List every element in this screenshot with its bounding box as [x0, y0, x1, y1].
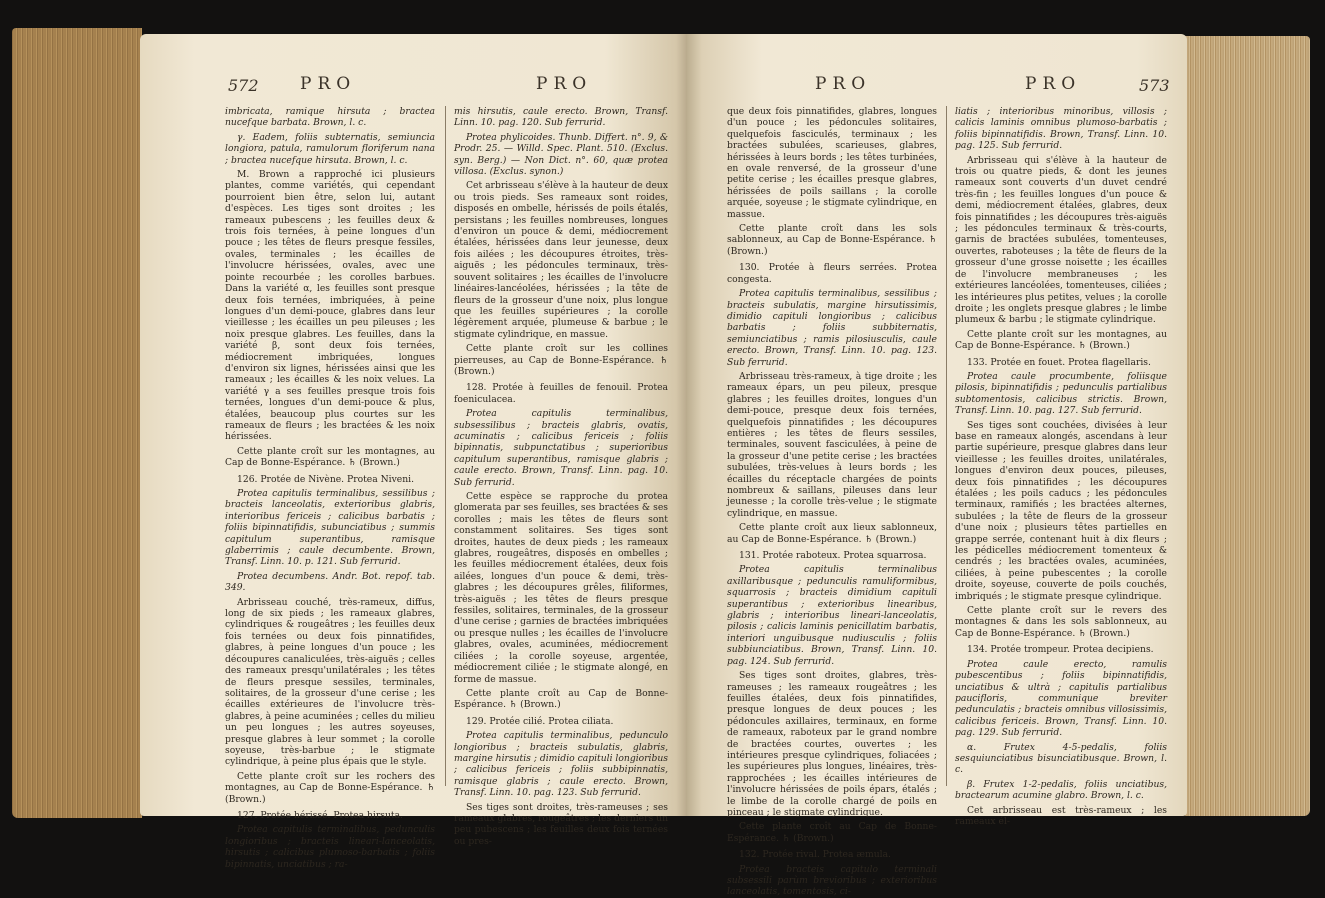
- paragraph: Protea capitulis terminalibus, subsessilibus ; bracteis glabris, ovatis, acuminatis ; calicibus fericeis ; foliis bipinnatis, subpunctatibus ; superioribus capitulum superantibus, ramisque glabris ; caule erecto. Brown, Transf. Linn. pag. 10. Sub ferrurid.: [454, 408, 668, 488]
- species-heading: 133. Protée en fouet. Protea flagellaris.: [967, 356, 1151, 368]
- paragraph: Ses tiges sont droites, glabres, très-rameuses ; les rameaux rougeâtres ; les feuilles étalées, deux fois pinnatifides, presque longues de deux pouces ; les pédoncules axillaires, terminaux, en forme de rameaux, raboteux par le grand nombre de bractées courtes, ouvertes ; les intérieures presque cylindriques, foliacées ; les supérieures plus longues, linéaires, très-rapprochées ; les écailles intérieures de l'involucre hérissées de poils épars, étalés ; le limbe de la corolle chargé de poils en pinceau ; le stigmate cylindrique.: [727, 670, 937, 818]
- species-heading: 129. Protée cilié. Protea ciliata.: [466, 715, 614, 727]
- left-page-number: 572: [228, 76, 259, 95]
- paragraph: Cette plante croît aux lieux sablonneux, au Cap de Bonne-Espérance. ♄ (Brown.): [727, 522, 937, 545]
- paragraph: Cette plante croît sur les montagnes, au Cap de Bonne-Espérance. ♄ (Brown.): [225, 445, 435, 469]
- paragraph: Protea bracteis capitulo terminali subsessili parùm brevioribus ; exterioribus lanceolatis, tomentosis, ci-: [727, 863, 937, 898]
- paragraph: γ. Eadem, foliis subternatis, semiuncia longiora, patula, ramulorum floriferum nana ; bractea nucefque hirsuta. Brown, l. c.: [225, 131, 435, 166]
- paragraph: Cette plante croît au Cap de Bonne-Espérance. ♄ (Brown.): [454, 687, 668, 711]
- paragraph: Cette plante croît dans les sols sablonneux, au Cap de Bonne-Espérance. ♄ (Brown.): [727, 223, 937, 257]
- paragraph: Protea capitulis terminalibus, pedunculis longioribus ; bracteis lineari-lanceolatis, hirsutis ; calicibus plumoso-barbatis ; foliis bipinnatis, unciatibus ; ra-: [225, 824, 435, 870]
- page-edges-left: [12, 28, 142, 818]
- page-edges-right: [1185, 36, 1310, 816]
- left-page: [140, 34, 687, 870]
- paragraph: Cette plante croît sur les collines pierreuses, au Cap de Bonne-Espérance. ♄ (Brown.): [454, 343, 668, 377]
- left-running-head-1: PRO: [300, 74, 357, 94]
- paragraph: Protea phylicoides. Thunb. Differt. n°. 9, & Prodr. 25. — Willd. Spec. Plant. 510. (Exclus. syn. Berg.) — Non Dict. n°. 60, quæ protea villosa. (Exclus. synon.): [454, 131, 668, 178]
- species-heading: 127. Protée hérissé. Protea hirsuta.: [237, 809, 403, 821]
- paragraph: Ses tiges sont couchées, divisées à leur base en rameaux alongés, ascendans à leur partie supérieure, presque glabres dans leur vieillesse ; les feuilles droites, unilatérales, longues d'environ deux pouces, pileuses, deux fois pinnatifides ; les découpures étalées ; les poils caducs ; les pédoncules terminaux, ramifiés ; les bractées alternes, subulées ; la tête de fleurs de la grosseur d'une noix ; plusieurs têtes partielles en grappe serrée, contenant huit à dix fleurs ; les pédicelles médiocrement tomenteux & cendrés ; les bractées ovales, acuminées, ciliées, à peine pubescentes ; la corolle droite, soyeuse, couverte de poils couchés, imbriqués ; le stigmate presque cylindrique.: [955, 419, 1167, 602]
- paragraph: imbricata, ramique hirsuta ; bractea nucefque barbata. Brown, l. c.: [225, 106, 435, 129]
- right-running-head-2: PRO: [1025, 74, 1082, 94]
- species-heading: 130. Protée à fleurs serrées. Protea congesta.: [727, 262, 937, 285]
- paragraph: M. Brown a rapproché ici plusieurs plantes, comme variétés, qui cependant pourroient bien être, selon lui, autant d'espèces. Les tiges sont droites ; les rameaux pubescens ; les feuilles deux & trois fois ternées, à peine longues d'un pouce ; les têtes de fleurs presque fessiles, ovales, terminales ; les écailles de l'involucre hérissées, ovales, avec une pointe recourbée ; les corolles barbues. Dans la variété α, les feuilles sont presque deux fois ternées, imbriquées, à peine longues d'un demi-pouce, glabres dans leur vieillesse ; les écailles un peu pileuses ; les noix presque glabres. Les feuilles, dans la variété β, sont deux fois ternées, médiocrement imbriquées, longues d'environ six lignes, hérissées ainsi que les rameaux ; les écailles & les noix velues. La variété γ a ses feuilles presque trois fois ternées, longues d'un demi-pouce & plus, étalées, beaucoup plus courtes sur les rameaux de fleurs ; les bractées & les noix hérissées.: [225, 169, 435, 443]
- species-heading: 126. Protée de Nivène. Protea Niveni.: [237, 473, 415, 485]
- paragraph: Cette plante croît sur le revers des montagnes & dans les sols sablonneux, au Cap de Bonne-Espérance. ♄ (Brown.): [955, 605, 1167, 639]
- paragraph: Protea capitulis terminalibus, pedunculo longioribus ; bracteis subulatis, glabris, margine hirsutis ; dimidio capituli longioribus ; calicibus fericeis ; foliis subbipinnatis, ramisque glabris ; caule erecto. Brown, Transf. Linn. 10. pag. 123. Sub ferrurid.: [454, 730, 669, 799]
- paragraph: mis hirsutis, caule erecto. Brown, Transf. Linn. 10. pag. 120. Sub ferrurid.: [454, 106, 668, 129]
- paragraph: Protea capitulis terminalibus, sessilibus ; bracteis lanceolatis, exterioribus glabris, interioribus fericeis ; calicibus barbatis ; foliis bipinnatifidis, subunciatibus ; summis capitulum superantibus, ramisque glaberrimis ; caule decumbente. Brown, Transf. Linn. 10. p. 121. Sub ferrurid.: [225, 488, 435, 568]
- paragraph: α. Frutex 4-5-pedalis, foliis sesquiunciatibus bisunciatibusque. Brown, l. c.: [955, 741, 1167, 776]
- paragraph: Arbrisseau couché, très-rameux, diffus, long de six pieds ; les rameaux glabres, cylindriques & rougeâtres ; les feuilles deux fois ternées ou deux fois pinnatifides, glabres, à peine longues d'un pouce ; les découpures canaliculées, très-aiguës ; celles des rameaux presqu'unilatérales ; les têtes de fleurs presque sessiles, terminales, solitaires, de la grosseur d'une cerise ; les écailles extérieures de l'involucre très-glabres, à peine acuminées ; celles du milieu un peu longues ; les autres soyeuses, presque glabres à leur sommet ; la corolle soyeuse, très-barbue ; le stigmate cylindrique, à peine plus épais que le style.: [225, 596, 435, 768]
- paragraph: que deux fois pinnatifides, glabres, longues d'un pouce ; les pédoncules solitaires, quelquefois fasciculés, terminaux ; les bractées subulées, scarieuses, glabres, hérissées à leurs bords ; les têtes turbinées, en ovale renversé, de la grosseur d'une petite cerise ; les écailles presque glabres, hérissées de poils saillans ; la corolle arquée, soyeuse ; le stigmate cylindrique, en massue.: [727, 106, 937, 220]
- paragraph: Cette plante croît sur les montagnes, au Cap de Bonne-Espérance. ♄ (Brown.): [955, 328, 1167, 352]
- paragraph: Protea capitulis terminalibus, sessilibus ; bracteis subulatis, margine hirsutissimis, dimidio capituli longioribus ; calicibus barbatis ; foliis subbiternatis, semiunciatibus ; ramis pilosiusculis, caule erecto. Brown, Transf. Linn. 10. pag. 123. Sub ferrurid.: [727, 288, 937, 368]
- column-rule: [445, 106, 446, 786]
- paragraph: Cet arbrisseau est très-rameux ; les rameaux él-: [955, 804, 1167, 827]
- right-column-1: [727, 106, 937, 898]
- paragraph: Cette espèce se rapproche du protea glomerata par ses feuilles, ses bractées & ses corolles ; mais les têtes de fleurs sont constamment solitaires. Ses tiges sont droites, hautes de deux pieds ; les rameaux glabres, rougeâtres, disposés en ombelles ; les feuilles médiocrement étalées, deux fois ailées, longues d'un pouce & demi, très-glabres ; les découpures grêles, filiformes, très-aiguës ; les têtes de fleurs presque fessiles, solitaires, terminales, de la grosseur d'une cerise ; garnies de bractées imbriquées ou presque nulles ; les écailles de l'involucre glabres, ovales, acuminées, médiocrement ciliées ; la corolle soyeuse, argentée, médiocrement ciliée ; le stigmate alongé, en forme de massue.: [454, 491, 668, 685]
- left-column-2: [454, 106, 669, 847]
- paragraph: Protea caule erecto, ramulis pubescentibus ; foliis bipinnatifidis, unciatibus & ultrà ; capitulis partialibus paucifloris, communique breviter pedunculatis ; bracteis omnibus villosissimis, calicibus fericeis. Brown, Transf. Linn. 10. pag. 129. Sub ferrurid.: [955, 658, 1167, 739]
- species-heading: 134. Protée trompeur. Protea decipiens.: [967, 644, 1154, 656]
- right-running-head-1: PRO: [815, 74, 872, 94]
- paragraph: Arbrisseau qui s'élève à la hauteur de trois ou quatre pieds, & dont les jeunes rameaux sont couverts d'un duvet cendré très-fin ; les feuilles longues d'un pouce & demi, médiocrement étalées, glabres, deux fois pinnatifides ; les découpures très-aiguës ; les pédoncules terminaux & très-courts, garnis de bractées subulées, tomenteuses, ouvertes, raboteuses ; la tête de fleurs de la grosseur d'une grosse noisette ; les écailles de l'involucre membraneuses ; les extérieures lancéolées, tomenteuses, ciliées ; les intérieures plus petites, velues ; la corolle droite ; les onglets presque glabres ; le limbe plumeux & barbu ; le stigmate cylindrique.: [955, 154, 1167, 326]
- species-heading: 131. Protée raboteux. Protea squarrosa.: [739, 550, 927, 562]
- paragraph: Protea decumbens. Andr. Bot. repof. tab. 349.: [225, 570, 435, 594]
- paragraph: Cette plante croît au Cap de Bonne-Espérance. ♄ (Brown.): [727, 821, 937, 844]
- paragraph: β. Frutex 1-2-pedalis, foliis unciatibus, bractearum acumine glabro. Brown, l. c.: [955, 778, 1167, 802]
- left-running-head-2: PRO: [536, 74, 593, 94]
- right-page-number: 573: [1139, 76, 1170, 95]
- species-heading: 128. Protée à feuilles de fenouil. Protea foeniculacea.: [454, 382, 668, 405]
- species-heading: 132. Protée rival. Protea æmula.: [739, 849, 891, 861]
- paragraph: Arbrisseau très-rameux, à tige droite ; les rameaux épars, un peu pileux, presque glabres ; les feuilles droites, longues d'un demi-pouce, presque deux fois ternées, quelquefois pinnatifides ; les découpures entières ; les têtes de fleurs sessiles, terminales, souvent fasciculées, à peine de la grosseur d'une petite cerise ; les bractées subulées, très-velues à leurs bords ; les écailles du réceptacle chargées de points nombreux & saillans, pileuses dans leur jeunesse ; la corolle très-velue ; le stigmate cylindrique, en massue.: [727, 370, 937, 519]
- paragraph: Protea caule procumbente, foliisque pilosis, bipinnatifidis ; pedunculis partialibus subtomentosis, calicibus strictis. Brown, Transf. Linn. 10. pag. 127. Sub ferrurid.: [955, 370, 1167, 417]
- right-page: [687, 34, 1187, 898]
- paragraph: Cette plante croît sur les rochers des montagnes, au Cap de Bonne-Espérance. ♄ (Brown.): [225, 770, 435, 805]
- paragraph: Ses tiges sont droites, très-rameuses ; ses rameaux glabres, rougeâtres ; les derniers un peu pubescens ; les feuilles deux fois ternées ou pres-: [454, 801, 668, 847]
- paragraph: Protea capitulis terminalibus axillaribusque ; pedunculis ramuliformibus, squarrosis ; bracteis dimidium capituli superantibus ; exterioribus linearibus, glabris ; interioribus lineari-lanceolatis, pilosis ; calicis laminis penicillatim barbatis, interiori unguibusque nudiusculis ; foliis subbiunciatibus. Brown, Transf. Linn. 10. pag. 124. Sub ferrurid.: [727, 564, 937, 667]
- column-rule: [946, 106, 947, 786]
- paragraph: Cet arbrisseau s'élève à la hauteur de deux ou trois pieds. Ses rameaux sont roides, disposés en ombelle, hérissés de poils étalés, persistans ; les feuilles nombreuses, longues d'environ un pouce & demi, médiocrement étalées, hérissées dans leur jeunesse, deux fois ailées ; les découpures étroites, très-aiguës ; les pédoncules terminaux, très-souvent solitaires ; les écailles de l'involucre linéaires-lancéolées, hérissées ; la tête de fleurs de la grosseur d'une noix, plus longue que les feuilles supérieures ; la corolle légèrement arquée, plumeuse & barbue ; le stigmate cylindrique, en massue.: [454, 180, 669, 340]
- left-column-1: [225, 106, 435, 870]
- right-column-2: [955, 106, 1167, 827]
- paragraph: liatis ; interioribus minoribus, villosis ; calicis laminis omnibus plumoso-barbatis ; foliis bipinnatifidis. Brown, Transf. Linn. 10. pag. 125. Sub ferrurid.: [955, 106, 1167, 152]
